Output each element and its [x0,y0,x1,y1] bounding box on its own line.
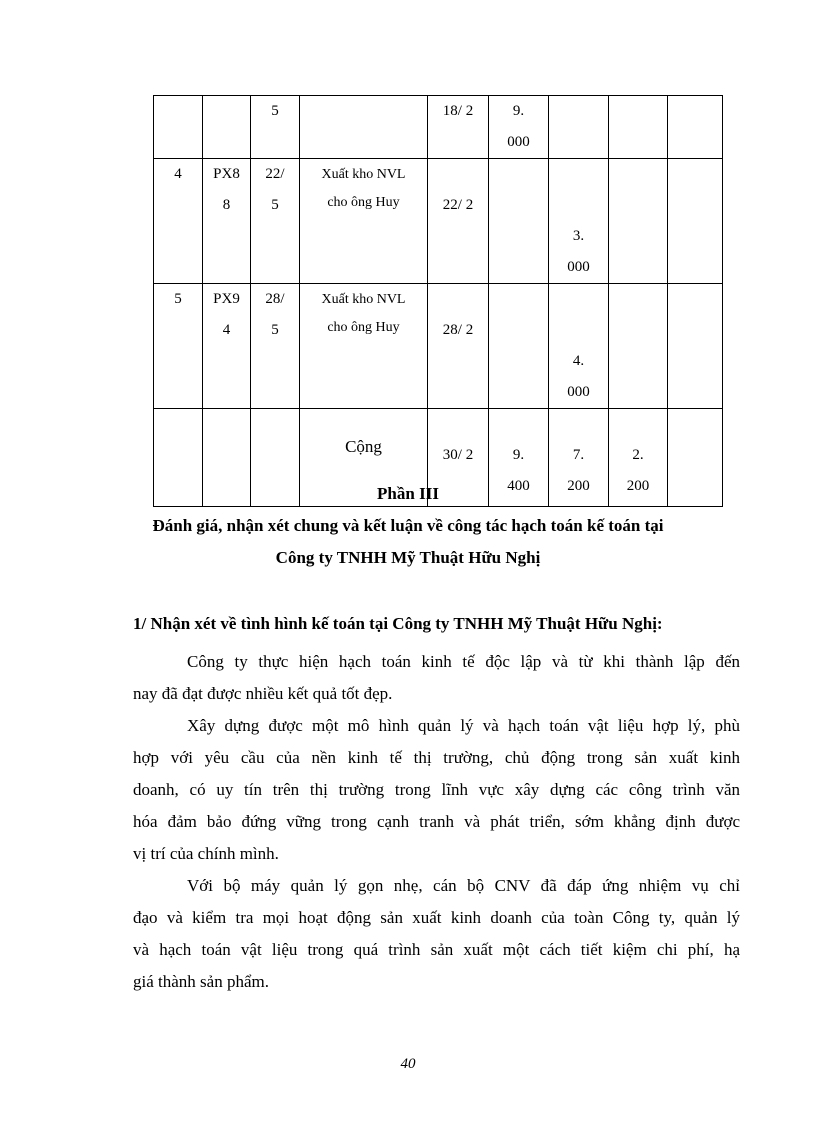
table-cell [668,96,723,159]
cell-line [489,409,548,440]
cell-line: cho ông Huy [327,195,400,210]
cell-line: 4 [222,322,231,338]
cell-line: 5 [174,291,182,307]
table-cell [154,159,203,284]
table-cell [609,159,668,284]
paragraph-line: nay đã đạt được nhiều kết quả tốt đẹp. [133,684,393,703]
table-row [154,159,723,284]
page-number: 40 [400,1056,416,1072]
paragraph-line: Công ty thực hiện hạch toán kinh tế độc lập và từ khi thành lập đến [187,652,740,671]
paragraph-line: và hạch toán vật liệu trong quá trình sản xuất một cách tiết kiệm chi phí, hạ [133,940,740,959]
cell-line: 4 [174,166,182,182]
cell-line: 4. [572,353,585,369]
table-cell [251,96,300,159]
cell-line [428,284,488,315]
cell-line: 18/ 2 [442,103,474,119]
paragraph-line: Với bộ máy quản lý gọn nhẹ, cán bộ CNV đã đáp ứng nhiệm vụ chỉ [187,876,740,895]
table-cell [549,96,609,159]
cell-line [549,409,608,440]
cell-line: 9. [512,447,525,463]
cell-line: 9. [512,103,525,119]
cell-line [428,409,488,440]
paragraph-line: vị trí của chính mình. [133,844,279,863]
table-cell [549,159,609,284]
cell-line: 2. [632,447,644,463]
table-cell [300,159,428,284]
table-cell [609,96,668,159]
paragraph-3 [133,870,740,998]
paragraph-1 [133,646,740,710]
cell-line: PX9 [213,291,240,307]
cell-line: 000 [567,384,590,400]
table-cell [203,96,251,159]
paragraph-line: hợp với yêu cầu của nền kinh tế thị trường, chủ động trong sản xuất kinh [133,748,740,767]
table-cell [154,284,203,409]
cell-line: 5 [271,103,279,119]
paragraph-line: đạo và kiểm tra mọi hoạt động sản xuất kinh doanh của toàn Công ty, quản lý [133,908,740,927]
part-subtitle-line1: Đánh giá, nhận xét chung và kết luận về công tác hạch toán kế toán tại [152,516,664,535]
table-cell [203,284,251,409]
cell-line: 22/ 2 [442,197,474,213]
cell-line: cho ông Huy [327,320,400,335]
table-cell [154,96,203,159]
table-row [154,284,723,409]
cell-line [609,409,667,440]
cell-line: 200 [626,478,650,494]
ledger-table [153,95,723,507]
paragraph-line: Xây dựng được một mô hình quản lý và hạch toán vật liệu hợp lý, phù [187,716,740,735]
table-cell [428,159,489,284]
table-cell [489,284,549,409]
paragraph-line: doanh, có uy tín trên thị trường trong lĩnh vực xây dựng các công trình văn [133,780,740,799]
cell-line: 7. [572,447,585,463]
cell-line: Xuất kho NVL [321,292,406,307]
paragraph-2 [133,710,740,870]
table-cell [300,284,428,409]
cell-line: 000 [567,259,590,275]
table-cell [251,284,300,409]
table-cell [251,159,300,284]
cell-line [428,159,488,190]
table-cell [300,96,428,159]
cell-line [549,159,608,190]
cell-line: Xuất kho NVL [321,167,406,182]
cell-line: 000 [507,134,530,150]
cell-line: PX8 [213,166,240,182]
table-cell [668,159,723,284]
cell-line: 200 [567,478,590,494]
table-cell [668,284,723,409]
cell-line: 28/ [265,291,285,307]
table-cell [428,284,489,409]
table-cell [203,159,251,284]
part-title: Phần III [377,484,439,503]
table-cell [489,159,549,284]
table-cell [609,284,668,409]
cell-line: Cộng [345,437,382,456]
cell-line: 28/ 2 [442,322,474,338]
cell-line: 5 [271,322,279,338]
table-cell [428,96,489,159]
table-cell [489,96,549,159]
cell-line [549,315,608,346]
section-heading: 1/ Nhận xét về tình hình kế toán tại Công ty TNHH Mỹ Thuật Hữu Nghị: [133,614,663,633]
table-row [154,96,723,159]
table-cell [549,284,609,409]
cell-line [549,190,608,221]
part-subtitle-line2: Công ty TNHH Mỹ Thuật Hữu Nghị [275,548,541,567]
cell-line [549,284,608,315]
paragraph-line: hóa đảm bảo đứng vững trong cạnh tranh và phát triển, sớm khẳng định được [133,812,740,831]
cell-line: 8 [222,197,231,213]
paragraph-line: giá thành sản phẩm. [133,972,269,991]
cell-line: 400 [507,478,530,494]
cell-line: 5 [271,197,279,213]
cell-line: 3. [572,228,585,244]
cell-line: 22/ [265,166,285,182]
cell-line: 30/ 2 [442,447,474,463]
